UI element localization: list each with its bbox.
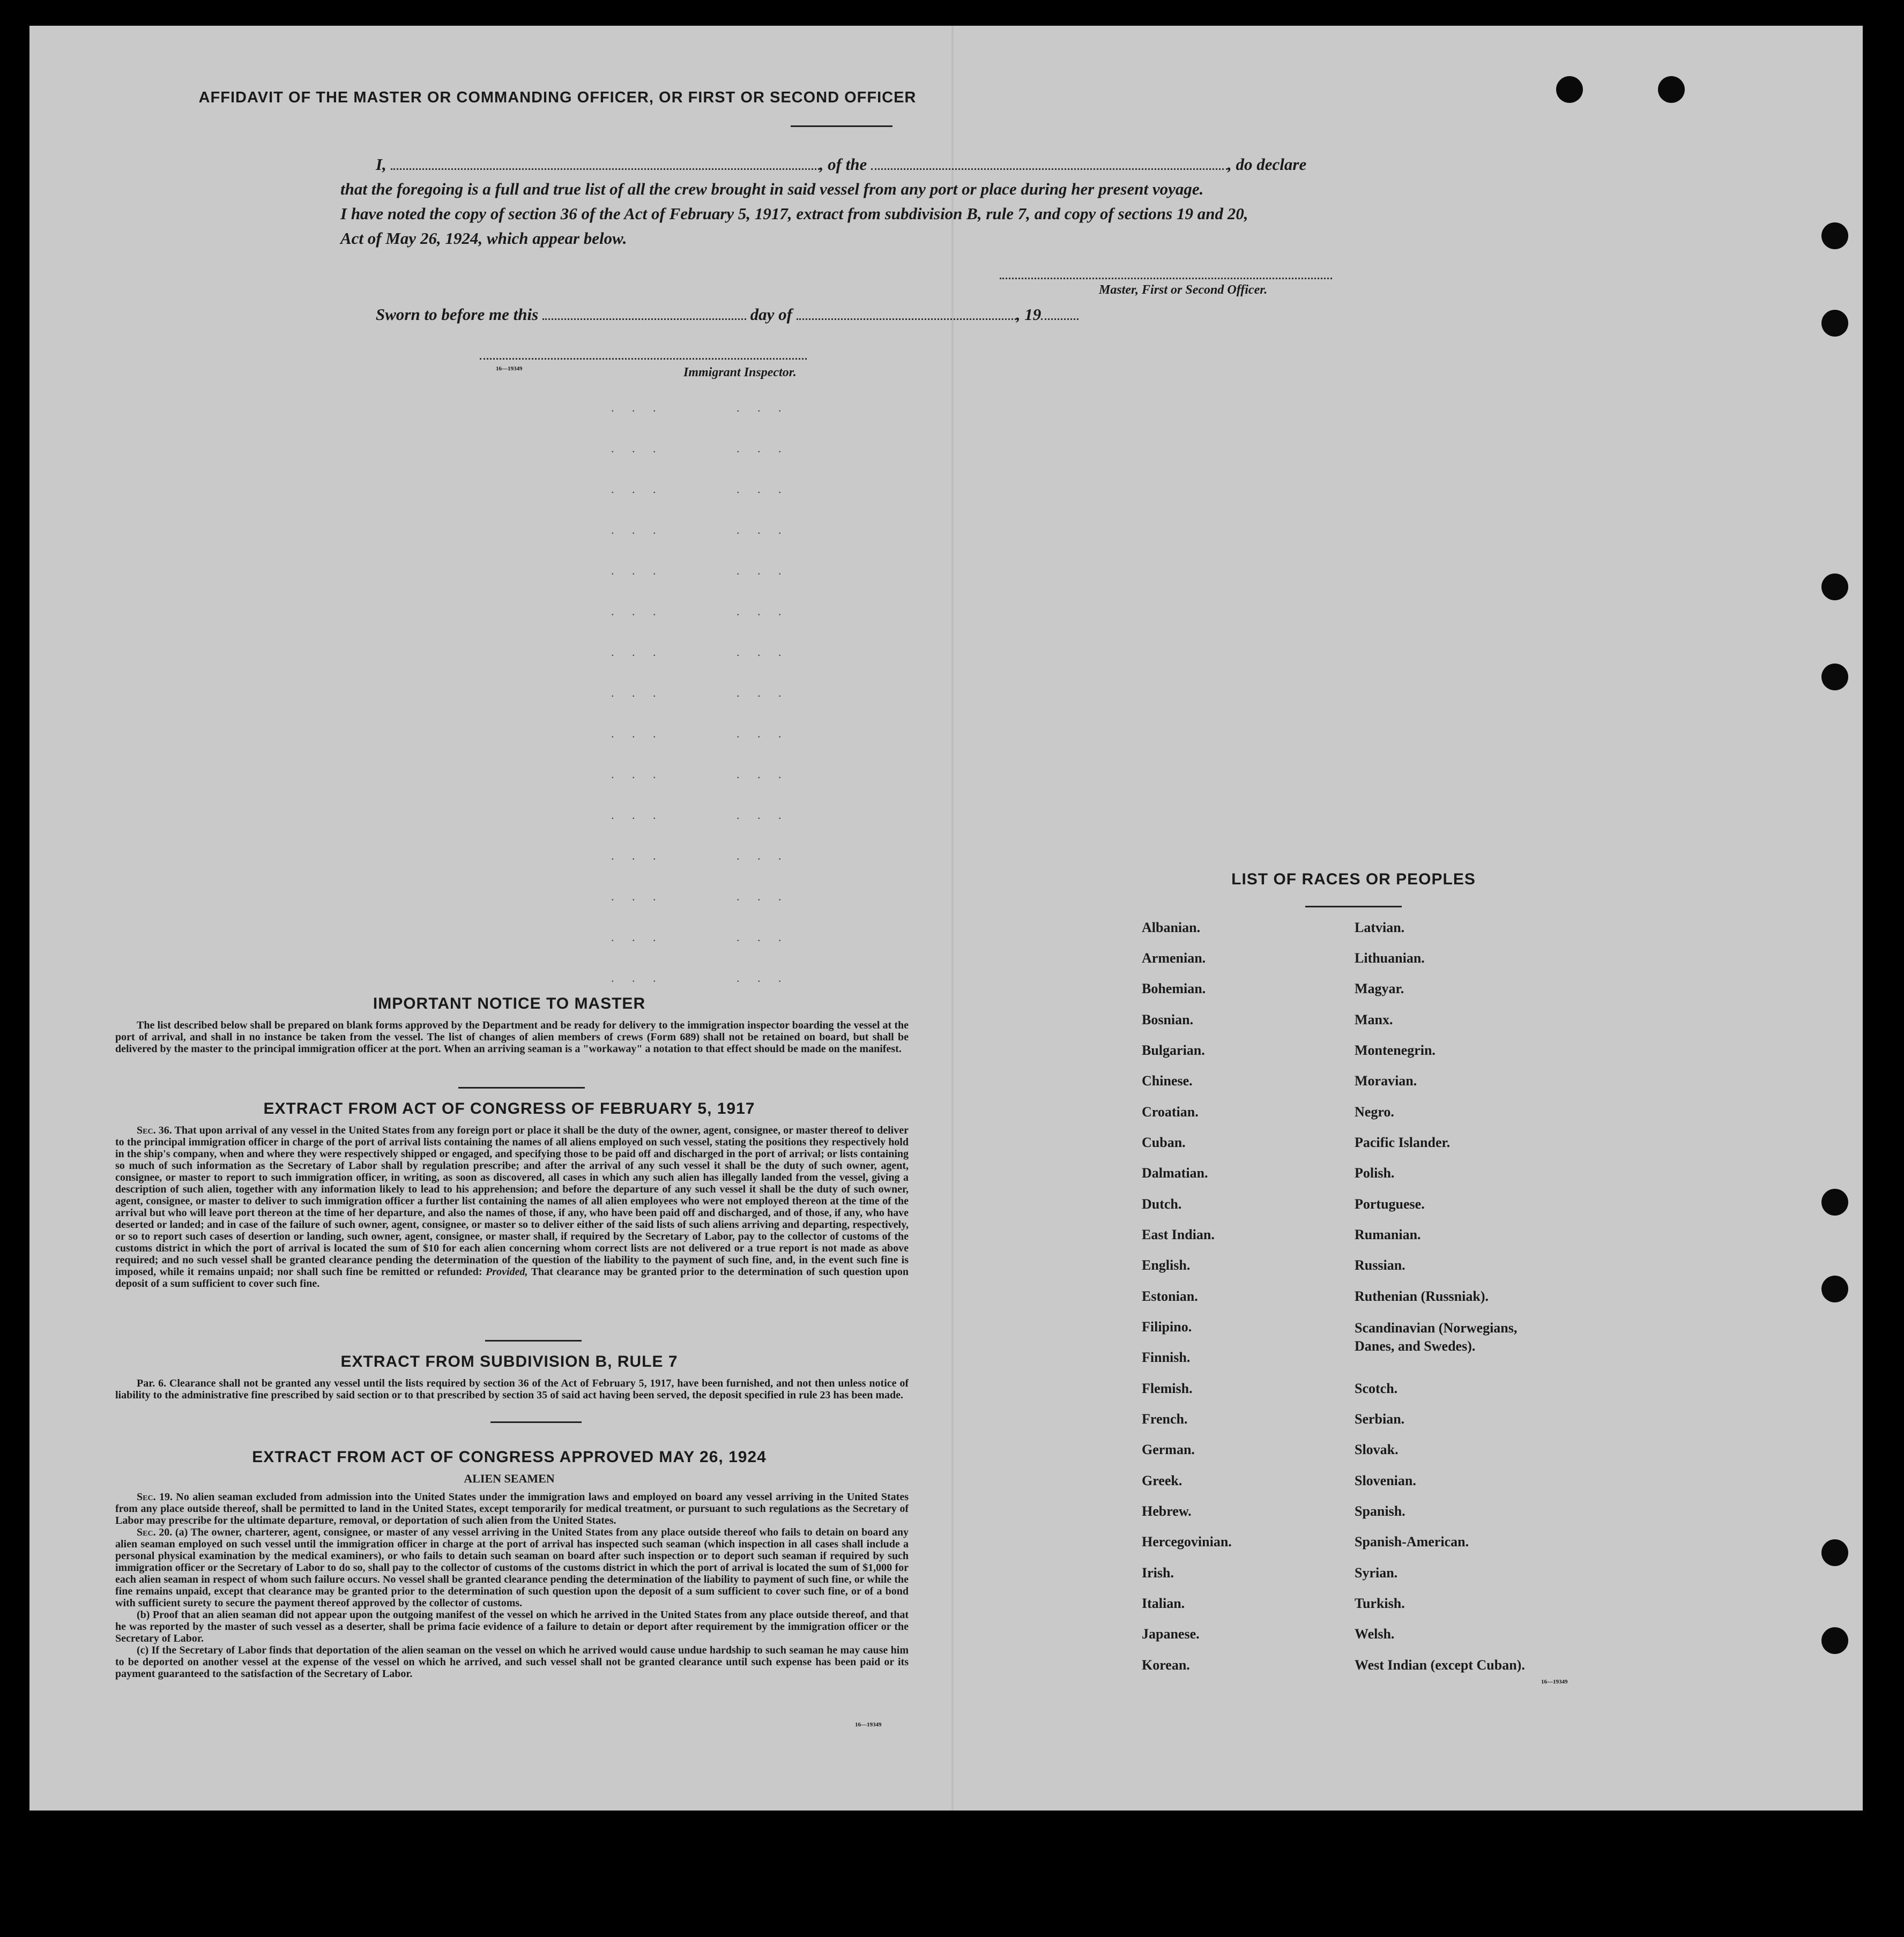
race-item: West Indian (except Cuban). [1355, 1657, 1525, 1673]
race-item: Lithuanian. [1355, 950, 1425, 966]
race-item: Russian. [1355, 1257, 1405, 1273]
race-item: Irish. [1142, 1565, 1174, 1581]
document-sheet [29, 26, 1863, 1811]
sworn-prefix: Sworn to before me this [376, 305, 539, 324]
dot-row: . . . . . . [611, 482, 789, 496]
punch-hole [1658, 76, 1685, 103]
sworn-day-field[interactable] [542, 318, 746, 320]
affidavit-form-number: 16—19349 [496, 366, 523, 372]
race-item: Dalmatian. [1142, 1165, 1208, 1181]
race-item: German. [1142, 1442, 1195, 1457]
race-item: Slovak. [1355, 1442, 1399, 1457]
dot-row: . . . . . . [611, 890, 789, 903]
race-item: French. [1142, 1411, 1188, 1427]
race-item: Japanese. [1142, 1626, 1200, 1642]
sec-20a-text: (a) The owner, charterer, agent, consignee, or master of any vessel arriving in the United States from any place outside thereof who fails to detain on board any alien seaman employed on such vessel until the immigration officer in charge at the port of arrival has inspected such seaman (which inspection in all cases shall include a personal physical examination by the medical examiners), or who fails to detain such seaman on board after such inspection or to deport such seaman if required by such immigration officer or the Secretary of Labor to do so, shall pay to the collector of customs of the customs district in which the port of arrival is located the sum of $1,000 for each alien seaman in respect of whom such failure occurs. No vessel shall be granted clearance pending the determination of the liability to payment of such fine, or while the fine remains unpaid, except that clearance may be granted prior to the determination of such question upon the deposit of a sum sufficient to cover such fine, or of a bond with sufficient surety to secure the payment thereof approved by the collector of customs. [115, 1526, 909, 1609]
punch-hole [1821, 573, 1848, 600]
race-item: Slovenian. [1355, 1473, 1416, 1488]
race-item: Flemish. [1142, 1381, 1193, 1396]
declare-suffix: , do declare [1228, 155, 1307, 174]
race-item: Korean. [1142, 1657, 1190, 1673]
dot-row: . . . . . . [611, 971, 789, 985]
punch-hole [1821, 664, 1848, 690]
punch-hole [1556, 76, 1583, 103]
notice-rule [458, 1087, 585, 1089]
sec-20c-text: (c) If the Secretary of Labor finds that deportation of the alien seaman on the vessel on which he arrived would cause undue hardship to such seaman he may cause him to be deported on another vessel at the expense of the vessel on which he arrived, and such vessel shall not be granted clearance until such expense has been paid or its payment guaranteed to the satisfaction of the Secretary of Labor. [115, 1644, 909, 1680]
punch-hole [1821, 1539, 1848, 1566]
race-item: Bohemian. [1142, 981, 1206, 996]
race-item: Welsh. [1355, 1626, 1395, 1642]
punch-hole [1821, 222, 1848, 249]
race-item: Armenian. [1142, 950, 1206, 966]
sec-20b-text: (b) Proof that an alien seaman did not appear upon the outgoing manifest of the vessel on which he arrived in the United States from any place outside thereof, and that he was reported by the master of such vessel as a deserter, shall be prima facie evidence of a failure to detain or deport after requirement by the immigration officer or the Secretary of Labor. [115, 1609, 909, 1644]
rule-7-rule [490, 1421, 582, 1423]
dot-row: . . . . . . [611, 564, 789, 577]
affidavit-title: AFFIDAVIT OF THE MASTER OR COMMANDING OFFICER, OR FIRST OR SECOND OFFICER [198, 89, 917, 106]
master-signature-label: Master, First or Second Officer. [1099, 283, 1268, 297]
proviso-text: That clearance may be granted prior to the determination of such question upon deposit of a sum sufficient to cover such fine. [115, 1266, 909, 1290]
sec-36-label: Sec. 36. [137, 1124, 172, 1136]
race-item: Albanian. [1142, 920, 1201, 935]
extract-1924-title: EXTRACT FROM ACT OF CONGRESS APPROVED MAY 26, 1924 [252, 1448, 767, 1466]
dot-row: . . . . . . [611, 768, 789, 781]
punch-hole [1821, 1276, 1848, 1302]
race-item: Scotch. [1355, 1381, 1398, 1396]
race-item: Portuguese. [1355, 1196, 1425, 1212]
extract-1924-body [115, 1491, 909, 1680]
extract-1917-title: EXTRACT FROM ACT OF CONGRESS OF FEBRUARY 5, 1917 [263, 1100, 755, 1118]
race-item: Negro. [1355, 1104, 1394, 1120]
races-form-number: 16—19349 [1541, 1679, 1568, 1685]
inspector-label: Immigrant Inspector. [683, 366, 797, 379]
vessel-prefix: , of the [819, 155, 867, 174]
races-title-rule [1305, 906, 1402, 907]
dot-row: . . . . . . [611, 645, 789, 659]
declaration-line-2: that the foregoing is a full and true list of all the crew brought in said vessel from any port or place during her present voyage. [340, 180, 1204, 198]
year-prefix: , 19 [1016, 305, 1042, 324]
dot-row: . . . . . . [611, 442, 789, 455]
punch-hole [1821, 1189, 1848, 1216]
race-item: Rumanian. [1355, 1227, 1421, 1242]
affidavit-title-rule [791, 125, 892, 127]
declaration-line-3: I have noted the copy of section 36 of the Act of February 5, 1917, extract from subdivision B, rule 7, and copy of sections 19 and 20, [340, 204, 1248, 223]
race-item: Bosnian. [1142, 1012, 1194, 1027]
sec-20-label: Sec. 20. [137, 1526, 173, 1538]
right-page [951, 26, 1863, 1811]
race-item: Estonian. [1142, 1288, 1198, 1304]
declarant-name-field[interactable] [391, 168, 820, 170]
race-item: Syrian. [1355, 1565, 1398, 1581]
dot-row: . . . . . . [611, 605, 789, 618]
extract-form-number: 16—19349 [855, 1722, 882, 1728]
race-item: Finnish. [1142, 1350, 1191, 1365]
race-item: Manx. [1355, 1012, 1393, 1027]
race-item: Scandinavian (Norwegians, Danes, and Swedes). [1355, 1320, 1518, 1354]
race-item: English. [1142, 1257, 1191, 1273]
races-title: LIST OF RACES OR PEOPLES [1231, 870, 1476, 888]
race-item: Dutch. [1142, 1196, 1182, 1212]
race-item: Polish. [1355, 1165, 1395, 1181]
day-of-label: day of [750, 305, 792, 324]
notice-body: The list described below shall be prepared on blank forms approved by the Department and be ready for delivery to the immigration inspector boarding the vessel at the port of arrival, and shall in no instance be taken from the vessel. The list of changes of alien members of crews (Form 689) shall not be retained on board, but shall be delivered by the master to the principal immigration officer at the port. When an arriving seaman is a "workaway" a notation to that effect should be made on the manifest. [115, 1019, 909, 1055]
declarant-prefix: I, [376, 155, 386, 174]
dot-row: . . . . . . [611, 401, 789, 414]
race-item: Filipino. [1142, 1319, 1192, 1335]
extract-1917-body [115, 1124, 909, 1290]
punch-hole [1821, 1627, 1848, 1654]
sec-19-text: No alien seaman excluded from admission into the United States under the immigration laws and employed on board any vessel arriving in the United States from any place outside thereof, shall be permitted to land in the United States, except temporarily for medical treatment, or pursuant to such regulations as the Secretary of Labor may prescribe for the ultimate departure, removal, or deportation of such alien from the United States. [115, 1491, 909, 1526]
race-item: Chinese. [1142, 1073, 1193, 1089]
punch-hole [1821, 310, 1848, 337]
alien-seamen-subtitle: ALIEN SEAMEN [464, 1472, 555, 1485]
race-item: Croatian. [1142, 1104, 1199, 1120]
race-item: Cuban. [1142, 1135, 1186, 1150]
rule-7-title: EXTRACT FROM SUBDIVISION B, RULE 7 [340, 1353, 678, 1370]
dot-row: . . . . . . [611, 727, 789, 740]
race-item: Spanish-American. [1355, 1534, 1469, 1549]
dot-row: . . . . . . [611, 686, 789, 699]
race-item: Turkish. [1355, 1596, 1405, 1611]
notice-title: IMPORTANT NOTICE TO MASTER [373, 995, 646, 1012]
proviso-word: Provided, [486, 1266, 528, 1278]
race-item: Greek. [1142, 1473, 1182, 1488]
dot-row: . . . . . . [611, 808, 789, 822]
race-item: Moravian. [1355, 1073, 1417, 1089]
dot-row: . . . . . . [611, 523, 789, 537]
sec-19-label: Sec. 19. [137, 1491, 173, 1503]
race-item: Montenegrin. [1355, 1042, 1436, 1058]
dot-row: . . . . . . [611, 849, 789, 862]
race-item: Hercegovinian. [1142, 1534, 1232, 1549]
extract-1917-rule [485, 1340, 582, 1342]
race-item: Bulgarian. [1142, 1042, 1205, 1058]
declaration-line-4: Act of May 26, 1924, which appear below. [340, 229, 627, 248]
race-item: Ruthenian (Russniak). [1355, 1288, 1489, 1304]
race-item: Pacific Islander. [1355, 1135, 1451, 1150]
race-item: Latvian. [1355, 920, 1405, 935]
race-item: Spanish. [1355, 1503, 1405, 1519]
race-item: Magyar. [1355, 981, 1404, 996]
rule-7-body: Par. 6. Clearance shall not be granted any vessel until the lists required by section 36 of the Act of February 5, 1917, have been furnished, and not then unless notice of liability to the administrative fine prescribed by said section or to that prescribed by section 35 of said act having been served, the deposit specified in rule 23 has been made. [115, 1377, 909, 1401]
race-item: East Indian. [1142, 1227, 1215, 1242]
race-item: Serbian. [1355, 1411, 1405, 1427]
dot-row: . . . . . . [611, 930, 789, 944]
race-item: Italian. [1142, 1596, 1185, 1611]
race-item: Hebrew. [1142, 1503, 1192, 1519]
inspector-signature-field[interactable] [480, 358, 807, 360]
sec-36-text: That upon arrival of any vessel in the United States from any foreign port or place it shall be the duty of the owner, agent, consignee, or master thereof to deliver to the principal immigration officer in charge of the port of arrival lists containing the names of all aliens employed on such vessel, stating the positions they respectively hold in the ship's company, when and where they were respectively shipped or engaged, and specifying those to be paid off and discharged in the port of arrival; or lists containing so much of such information as the Secretary of Labor shall by regulation prescribe; and after the arrival of any such vessel it shall be the duty of such owner, agent, consignee, or master to report to such immigration officer, in writing, as soon as discovered, all cases in which any such alien has illegally landed from the vessel, giving a description of such alien, together with any information likely to lead to his apprehension; and before the departure of any such vessel it shall be the duty of such owner, agent, consignee, or master to deliver to such immigration officer a further list containing the names of all alien employees who were not employed thereon at the time of the arrival but who will leave port thereon at the time of her departure, and also the names of those, if any, who have been paid off and discharged, and of those, if any, who have deserted or landed; and in case of the failure of such owner, agent, consignee, or master so to deliver either of the said lists of such aliens arriving and departing, respectively, or so to report such cases of desertion or landing, such owner, agent, consignee, or master shall, if required by the Secretary of Labor, pay to the collector of customs of the customs district in which the port of arrival is located the sum of $10 for each alien concerning whom correct lists are not delivered or a true report is not made as above required; and no such vessel shall be granted clearance pending the determination of the question of the liability to the payment of such fine, and, in the event such fine is imposed, while it remains unpaid; nor shall such fine be remitted or refunded: [115, 1124, 909, 1278]
